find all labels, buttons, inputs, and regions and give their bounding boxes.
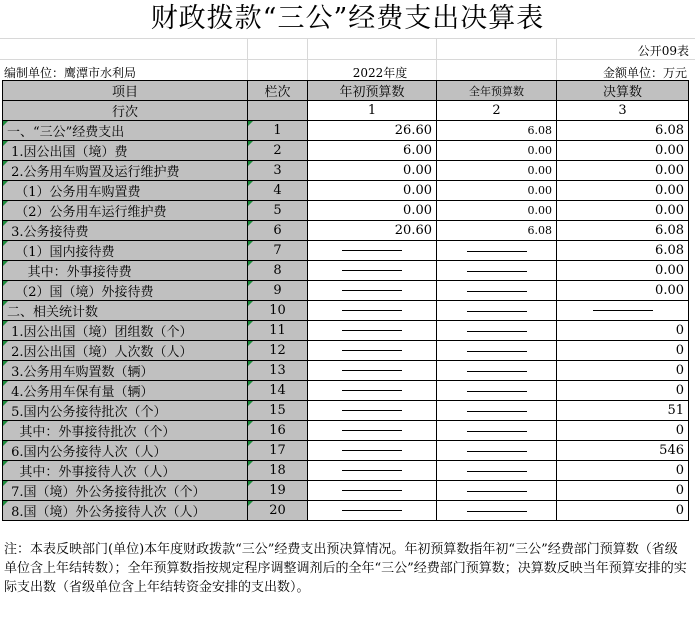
table-row — [3, 121, 689, 141]
col-number-1: 1 — [308, 101, 437, 121]
table-row — [3, 261, 689, 281]
col-number-3: 3 — [557, 101, 689, 121]
cell-marker — [3, 121, 8, 126]
row-full-year-budget: 6.08 — [437, 221, 557, 241]
row-final-accounts: 0.00 — [557, 281, 689, 301]
row-line-no: 1 — [248, 121, 308, 141]
cell-marker — [3, 221, 8, 226]
row-full-year-budget: 0.00 — [437, 141, 557, 161]
row-final-accounts: 0 — [557, 421, 689, 441]
row-item: （2）国（境）外接待费 — [3, 281, 248, 301]
cell-marker — [3, 361, 8, 366]
row-item: 1.因公出国（境）费 — [3, 141, 248, 161]
row-line-no: 15 — [248, 401, 308, 421]
cell-marker — [248, 241, 253, 246]
row-full-year-budget — [437, 361, 557, 381]
cell-marker — [248, 261, 253, 266]
dash-placeholder — [467, 371, 527, 372]
row-item: 3.公务接待费 — [3, 221, 248, 241]
dash-placeholder — [342, 370, 402, 371]
row-full-year-budget — [437, 421, 557, 441]
row-item: 其中：外事接待费 — [3, 261, 248, 281]
dash-placeholder — [342, 450, 402, 451]
dash-placeholder — [342, 330, 402, 331]
row-final-accounts: 0.00 — [557, 161, 689, 181]
dash-placeholder — [342, 270, 402, 271]
row-initial-budget — [308, 421, 437, 441]
row-item: 6.国内公务接待人次（人） — [3, 441, 248, 461]
cell-marker — [3, 241, 8, 246]
row-final-accounts: 6.08 — [557, 121, 689, 141]
row-item: 二、相关统计数 — [3, 301, 248, 321]
row-final-accounts: 0.00 — [557, 201, 689, 221]
row-final-accounts: 0.00 — [557, 181, 689, 201]
table-row — [3, 281, 689, 301]
page-title: 财政拨款“三公”经费支出决算表 — [150, 3, 545, 34]
row-initial-budget — [308, 461, 437, 481]
row-final-accounts: 6.08 — [557, 221, 689, 241]
row-initial-budget: 20.60 — [308, 221, 437, 241]
row-item: 其中：外事接待批次（个） — [3, 421, 248, 441]
cell-marker — [248, 381, 253, 386]
row-final-accounts: 51 — [557, 401, 689, 421]
row-initial-budget — [308, 381, 437, 401]
row-initial-budget: 0.00 — [308, 201, 437, 221]
currency-unit: 金额单位：万元 — [602, 66, 687, 80]
dash-placeholder — [342, 290, 402, 291]
row-final-accounts: 0 — [557, 381, 689, 401]
row-initial-budget — [308, 481, 437, 501]
dash-placeholder — [342, 490, 402, 491]
expenditure-table — [2, 80, 689, 521]
dash-placeholder — [467, 431, 527, 432]
row-item: 一、“三公”经费支出 — [3, 121, 248, 141]
dash-placeholder — [467, 491, 527, 492]
dash-placeholder — [342, 430, 402, 431]
compiling-unit: 编制单位：鹰潭市水利局 — [4, 66, 137, 80]
header-final-accounts: 决算数 — [557, 81, 689, 101]
row-item: 其中：外事接待人次（人） — [3, 461, 248, 481]
row-line-no: 3 — [248, 161, 308, 181]
cell-marker — [248, 361, 253, 366]
dash-placeholder — [467, 331, 527, 332]
cell-marker — [3, 161, 8, 166]
table-row — [3, 461, 689, 481]
row-item: 1.因公出国（境）团组数（个） — [3, 321, 248, 341]
row-line-no: 10 — [248, 301, 308, 321]
row-initial-budget — [308, 341, 437, 361]
cell-marker — [3, 461, 8, 466]
table-row — [3, 201, 689, 221]
cell-marker — [3, 341, 8, 346]
row-line-no: 6 — [248, 221, 308, 241]
cell-marker — [248, 201, 253, 206]
row-full-year-budget — [437, 301, 557, 321]
header-initial-budget: 年初预算数 — [308, 81, 437, 101]
dash-placeholder — [342, 410, 402, 411]
cell-marker — [3, 501, 8, 506]
cell-marker — [248, 441, 253, 446]
cell-marker — [248, 461, 253, 466]
row-line-no: 9 — [248, 281, 308, 301]
row-final-accounts: 0 — [557, 341, 689, 361]
cell-marker — [3, 201, 8, 206]
row-line-no: 12 — [248, 341, 308, 361]
row-initial-budget — [308, 301, 437, 321]
cell-marker — [3, 141, 8, 146]
row-full-year-budget — [437, 341, 557, 361]
table-row — [3, 361, 689, 381]
dash-placeholder — [342, 390, 402, 391]
gridline — [0, 38, 695, 39]
table-row — [3, 241, 689, 261]
row-initial-budget: 0.00 — [308, 161, 437, 181]
row-initial-budget — [308, 321, 437, 341]
row-line-no: 8 — [248, 261, 308, 281]
row-initial-budget — [308, 501, 437, 521]
cell-marker — [3, 481, 8, 486]
row-initial-budget — [308, 361, 437, 381]
row-full-year-budget — [437, 461, 557, 481]
cell-marker — [248, 301, 253, 306]
cell-marker — [3, 281, 8, 286]
row-full-year-budget — [437, 381, 557, 401]
row-initial-budget — [308, 441, 437, 461]
row-line-no: 16 — [248, 421, 308, 441]
row-no-label: 行次 — [3, 101, 248, 121]
cell-marker — [3, 421, 8, 426]
row-full-year-budget — [437, 261, 557, 281]
row-final-accounts: 546 — [557, 441, 689, 461]
form-number: 公开09表 — [637, 44, 689, 58]
row-item: 8.国（境）外公务接待人次（人） — [3, 501, 248, 521]
row-initial-budget — [308, 281, 437, 301]
row-final-accounts: 0 — [557, 481, 689, 501]
row-full-year-budget — [437, 501, 557, 521]
row-initial-budget: 26.60 — [308, 121, 437, 141]
row-initial-budget — [308, 401, 437, 421]
cell-marker — [248, 341, 253, 346]
row-item: 2.公务用车购置及运行维护费 — [3, 161, 248, 181]
row-item: （1）国内接待费 — [3, 241, 248, 261]
table-row — [3, 421, 689, 441]
row-item: 2.因公出国（境）人次数（人） — [3, 341, 248, 361]
dash-placeholder — [467, 391, 527, 392]
row-line-no: 5 — [248, 201, 308, 221]
row-full-year-budget: 0.00 — [437, 181, 557, 201]
row-line-no: 17 — [248, 441, 308, 461]
dash-placeholder — [467, 251, 527, 252]
dash-placeholder — [342, 350, 402, 351]
empty-cell — [248, 101, 308, 121]
cell-marker — [3, 181, 8, 186]
table-row — [3, 221, 689, 241]
row-item: 7.国（境）外公务接待批次（个） — [3, 481, 248, 501]
row-line-no: 20 — [248, 501, 308, 521]
row-full-year-budget — [437, 401, 557, 421]
row-full-year-budget — [437, 241, 557, 261]
table-row — [3, 181, 689, 201]
row-final-accounts: 0 — [557, 321, 689, 341]
row-final-accounts: 0.00 — [557, 141, 689, 161]
row-item: （2）公务用车运行维护费 — [3, 201, 248, 221]
row-full-year-budget — [437, 281, 557, 301]
dash-placeholder — [467, 351, 527, 352]
table-row — [3, 501, 689, 521]
table-row — [3, 321, 689, 341]
header-col-no: 栏次 — [248, 81, 308, 101]
dash-placeholder — [467, 511, 527, 512]
fiscal-year: 2022年度 — [352, 66, 408, 80]
table-row — [3, 441, 689, 461]
header-item: 项目 — [3, 81, 248, 101]
table-row — [3, 301, 689, 321]
cell-marker — [248, 221, 253, 226]
table-row — [3, 141, 689, 161]
cell-marker — [3, 401, 8, 406]
row-final-accounts: 0 — [557, 461, 689, 481]
row-full-year-budget — [437, 481, 557, 501]
row-line-no: 13 — [248, 361, 308, 381]
footnote: 注：本表反映部门(单位)本年度财政拨款“三公”经费支出预决算情况。年初预算数指年初“三公”经费部门预算数（省级单位含上年结转数）；全年预算数指按规定程序调整调剂后的全年“三公”经费部门预算数；决算数反映当年预算安排的实际支出数（省级单位含上年结转资金安排的支出数）。 — [4, 542, 687, 595]
cell-marker — [248, 421, 253, 426]
row-item: 3.公务用车购置数（辆） — [3, 361, 248, 381]
row-item: （1）公务用车购置费 — [3, 181, 248, 201]
row-full-year-budget: 0.00 — [437, 201, 557, 221]
row-initial-budget: 0.00 — [308, 181, 437, 201]
row-full-year-budget: 0.00 — [437, 161, 557, 181]
gridline — [0, 59, 695, 60]
row-item: 5.国内公务接待批次（个） — [3, 401, 248, 421]
cell-marker — [248, 141, 253, 146]
row-initial-budget: 6.00 — [308, 141, 437, 161]
row-line-no: 14 — [248, 381, 308, 401]
cell-marker — [248, 281, 253, 286]
row-line-no: 11 — [248, 321, 308, 341]
dash-placeholder — [342, 310, 402, 311]
cell-marker — [248, 321, 253, 326]
row-full-year-budget — [437, 321, 557, 341]
table-row — [3, 341, 689, 361]
dash-placeholder — [467, 411, 527, 412]
row-line-no: 2 — [248, 141, 308, 161]
row-item: 4.公务用车保有量（辆） — [3, 381, 248, 401]
cell-marker — [248, 161, 253, 166]
row-line-no: 18 — [248, 461, 308, 481]
row-final-accounts: 6.08 — [557, 241, 689, 261]
dash-placeholder — [467, 451, 527, 452]
cell-marker — [3, 301, 8, 306]
row-final-accounts: 0 — [557, 501, 689, 521]
cell-marker — [248, 181, 253, 186]
cell-marker — [248, 121, 253, 126]
cell-marker — [3, 261, 8, 266]
col-number-2: 2 — [437, 101, 557, 121]
row-full-year-budget — [437, 441, 557, 461]
row-final-accounts: 0 — [557, 361, 689, 381]
dash-placeholder — [467, 471, 527, 472]
header-row — [3, 81, 689, 101]
row-line-no: 7 — [248, 241, 308, 261]
row-full-year-budget: 6.08 — [437, 121, 557, 141]
row-final-accounts — [557, 301, 689, 321]
row-number-row — [3, 101, 689, 121]
dash-placeholder — [342, 250, 402, 251]
dash-placeholder — [467, 311, 527, 312]
dash-placeholder — [342, 510, 402, 511]
cell-marker — [3, 381, 8, 386]
dash-placeholder — [467, 271, 527, 272]
table-row — [3, 161, 689, 181]
cell-marker — [248, 481, 253, 486]
table-row — [3, 481, 689, 501]
cell-marker — [3, 321, 8, 326]
header-full-year-budget: 全年预算数 — [437, 81, 557, 101]
row-line-no: 4 — [248, 181, 308, 201]
cell-marker — [3, 441, 8, 446]
table-row — [3, 381, 689, 401]
cell-marker — [248, 401, 253, 406]
dash-placeholder — [593, 310, 653, 311]
row-line-no: 19 — [248, 481, 308, 501]
row-initial-budget — [308, 261, 437, 281]
table-row — [3, 401, 689, 421]
unit-row — [0, 62, 695, 80]
row-final-accounts: 0.00 — [557, 261, 689, 281]
dash-placeholder — [342, 470, 402, 471]
dash-placeholder — [467, 291, 527, 292]
cell-marker — [248, 501, 253, 506]
row-initial-budget — [308, 241, 437, 261]
